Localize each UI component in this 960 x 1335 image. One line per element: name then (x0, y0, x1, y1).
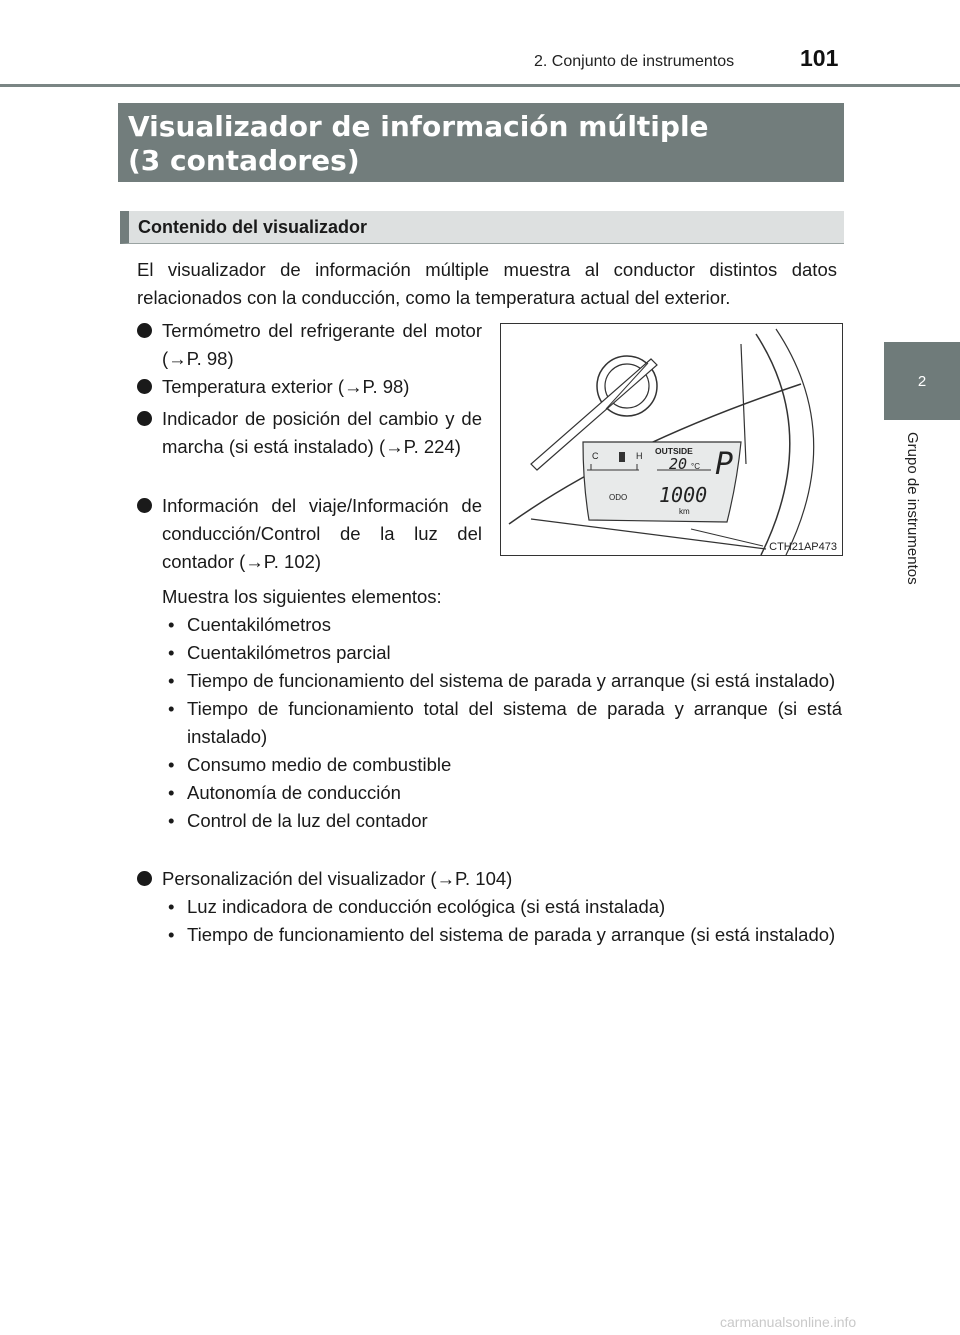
chapter-tab-number: 2 (917, 372, 927, 390)
coolant-c-label: C (592, 451, 599, 461)
list-item: • Cuentakilómetros parcial (162, 639, 842, 667)
instrument-cluster-illustration (501, 324, 842, 555)
bullet-outside-temperature (137, 373, 482, 401)
shows-list (162, 611, 842, 835)
bullet-trip-info (137, 492, 482, 576)
bullet-dot-icon (137, 323, 152, 338)
list-item: • Tiempo de funcionamiento total del sistema de parada y arranque (si está instalado) (162, 695, 842, 751)
bullet-customization (137, 865, 837, 893)
dial-rim-outer (776, 329, 814, 555)
bullet-text: Indicador de posición del cambio y de marcha (si está instalado) (→P. 224) (162, 408, 482, 457)
coolant-temp-icon (619, 452, 625, 462)
header-section-title: 2. Conjunto de instrumentos (534, 53, 735, 70)
bullet-text: Personalización del visualizador (→P. 104) (162, 868, 513, 889)
intro-paragraph: El visualizador de información múltiple muestra al conductor distintos datos relacionados con la conducción, como la temperatura actual del exterior. (137, 259, 837, 308)
chapter-tab (884, 342, 960, 420)
bullet-text: Temperatura exterior (→P. 98) (162, 376, 410, 397)
list-item: • Control de la luz del contador (162, 807, 842, 835)
section-title-line-2: (3 contadores) (128, 144, 360, 177)
list-item: • Luz indicadora de conducción ecológica (si está instalada) (162, 893, 842, 921)
bullet-coolant-thermometer (137, 317, 482, 373)
odometer-unit: km (679, 507, 690, 516)
bullet-shift-position (137, 405, 482, 461)
odometer-value: 1000 (659, 483, 708, 507)
bullet-dot-icon (137, 871, 152, 886)
header-rule (0, 84, 960, 87)
dial-rim (756, 334, 790, 555)
subsection-heading: Contenido del visualizador (120, 211, 844, 244)
cluster-contour (531, 519, 766, 549)
section-title-line-1: Visualizador de información múltiple (128, 110, 709, 143)
gear-indicator: P (715, 447, 734, 482)
bullet-text: Información del viaje/Información de conducción/Control de la luz del contador (→P. 102) (162, 495, 482, 572)
shows-intro: Muestra los siguientes elementos: (162, 586, 442, 607)
instrument-cluster-figure (500, 323, 843, 556)
list-item: • Tiempo de funcionamiento del sistema de parada y arranque (si está instalado) (162, 667, 842, 695)
bullet-dot-icon (137, 411, 152, 426)
list-item: • Autonomía de conducción (162, 779, 842, 807)
outside-label: OUTSIDE (655, 446, 693, 456)
list-item: • Consumo medio de combustible (162, 751, 842, 779)
list-item: • Cuentakilómetros (162, 611, 842, 639)
temperature-unit: °C (691, 462, 700, 471)
custom-list (162, 893, 842, 949)
bullet-text: Termómetro del refrigerante del motor (→P. 98) (162, 320, 482, 369)
odo-label: ODO (609, 493, 628, 502)
watermark: carmanualsonline.info (720, 1314, 857, 1330)
figure-code: CTH21AP473 (769, 541, 837, 553)
outside-temperature: 20 (669, 455, 688, 473)
bullet-dot-icon (137, 379, 152, 394)
section-title (118, 103, 844, 182)
bullet-dot-icon (137, 498, 152, 513)
chapter-tab-label: Grupo de instrumentos (904, 432, 921, 585)
list-item: • Tiempo de funcionamiento del sistema de parada y arranque (si está instalado) (162, 921, 842, 949)
coolant-h-label: H (636, 451, 643, 461)
page-number: 101 (800, 45, 839, 71)
